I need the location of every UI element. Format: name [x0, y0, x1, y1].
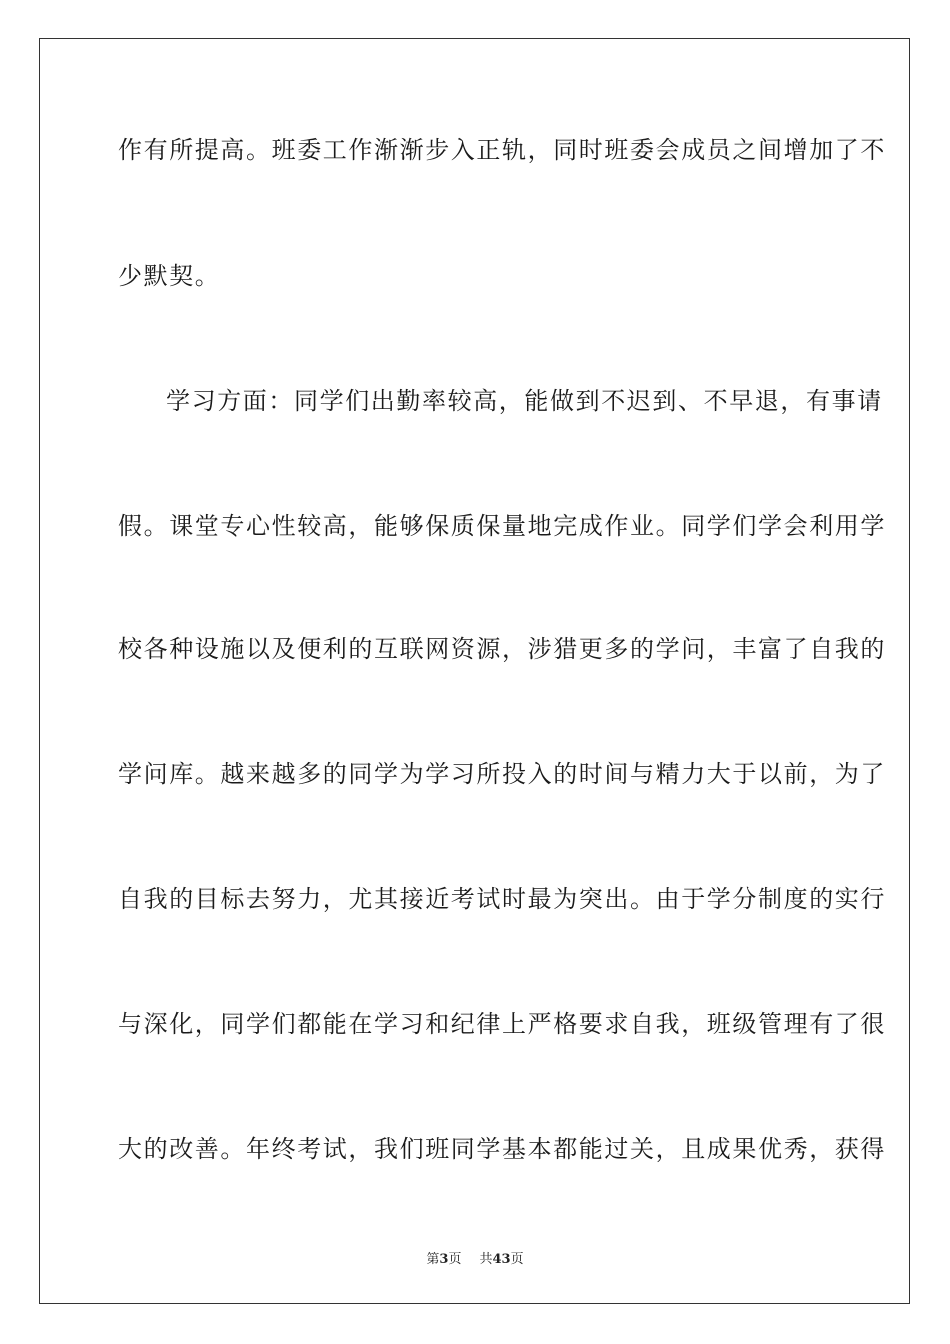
page-number: 3: [439, 1252, 449, 1267]
page-border: [39, 38, 910, 1304]
body-text-line: 假。课堂专心性较高，能够保质保量地完成作业。同学们学会利用学: [118, 512, 886, 540]
paragraph-first-line: 学习方面：同学们出勤率较高，能做到不迟到、不早退，有事请: [166, 387, 883, 415]
page-suffix: 页: [448, 1252, 462, 1267]
body-text-line: 自我的目标去努力，尤其接近考试时最为突出。由于学分制度的实行: [118, 885, 886, 913]
page-number-footer: [0, 1248, 950, 1267]
body-text-line: 学问库。越来越多的同学为学习所投入的时间与精力大于以前，为了: [118, 760, 886, 788]
body-text-line: 校各种设施以及便利的互联网资源，涉猎更多的学问，丰富了自我的: [118, 635, 886, 663]
total-suffix: 页: [510, 1252, 524, 1267]
body-text-line: 少默契。: [118, 262, 221, 290]
body-text-line: 作有所提高。班委工作渐渐步入正轨，同时班委会成员之间增加了不: [118, 136, 886, 164]
total-pages: 43: [492, 1252, 511, 1267]
total-prefix: 共: [479, 1252, 493, 1267]
body-text-line: 与深化，同学们都能在学习和纪律上严格要求自我，班级管理有了很: [118, 1010, 886, 1038]
page-prefix: 第: [426, 1252, 440, 1267]
body-text-line: 大的改善。年终考试，我们班同学基本都能过关，且成果优秀，获得: [118, 1135, 886, 1163]
